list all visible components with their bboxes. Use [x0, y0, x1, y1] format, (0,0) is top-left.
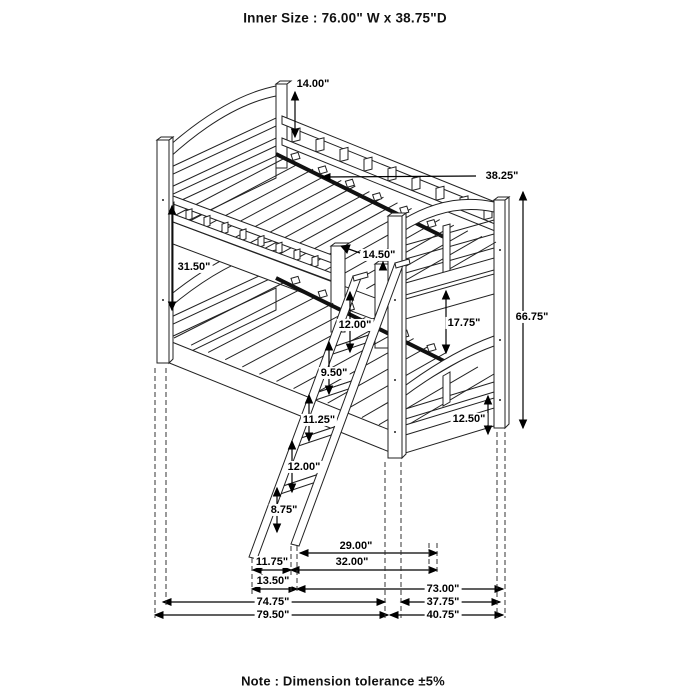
dim-label-headboard-top: 14.00": [296, 77, 330, 90]
dim-label-40-75: 40.75": [426, 608, 460, 621]
dim-label-footboard-gap: 17.75": [447, 316, 481, 329]
dim-label-74-75: 74.75": [256, 595, 290, 608]
dim-label-rung-spacing-1: 9.50": [320, 366, 348, 379]
dim-label-79-50: 79.50": [256, 608, 290, 621]
inner-size-title: Inner Size : 76.00" W x 38.75"D: [243, 10, 447, 26]
dim-label-rung-spacing-2: 11.25": [302, 413, 336, 426]
dim-label-clearance: 12.50": [452, 412, 486, 425]
dim-label-deck-to-rung: 12.00": [338, 318, 372, 331]
dim-label-bunk-gap: 31.50": [177, 260, 211, 273]
dim-label-overall-height: 66.75": [515, 310, 549, 323]
front-left-post: [157, 140, 169, 363]
dim-label-rung-spacing-3: 12.00": [287, 460, 321, 473]
dim-label-11-75: 11.75": [255, 555, 289, 568]
ladder-left-hook: [353, 272, 368, 281]
dim-label-13-50: 13.50": [256, 574, 290, 587]
dim-label-deck-width: 38.25": [485, 169, 519, 182]
dim-label-29: 29.00": [339, 539, 373, 552]
rear-right-post: [494, 200, 505, 428]
dim-label-guardrail: 14.50": [362, 248, 396, 261]
dim-label-37-75: 37.75": [426, 595, 460, 608]
upper-footboard: [402, 199, 494, 320]
dim-label-73: 73.00": [426, 582, 460, 595]
tolerance-note: Note : Dimension tolerance ±5%: [241, 673, 445, 689]
dim-label-rung-to-floor: 8.75": [270, 503, 298, 516]
dim-label-32: 32.00": [335, 555, 369, 568]
